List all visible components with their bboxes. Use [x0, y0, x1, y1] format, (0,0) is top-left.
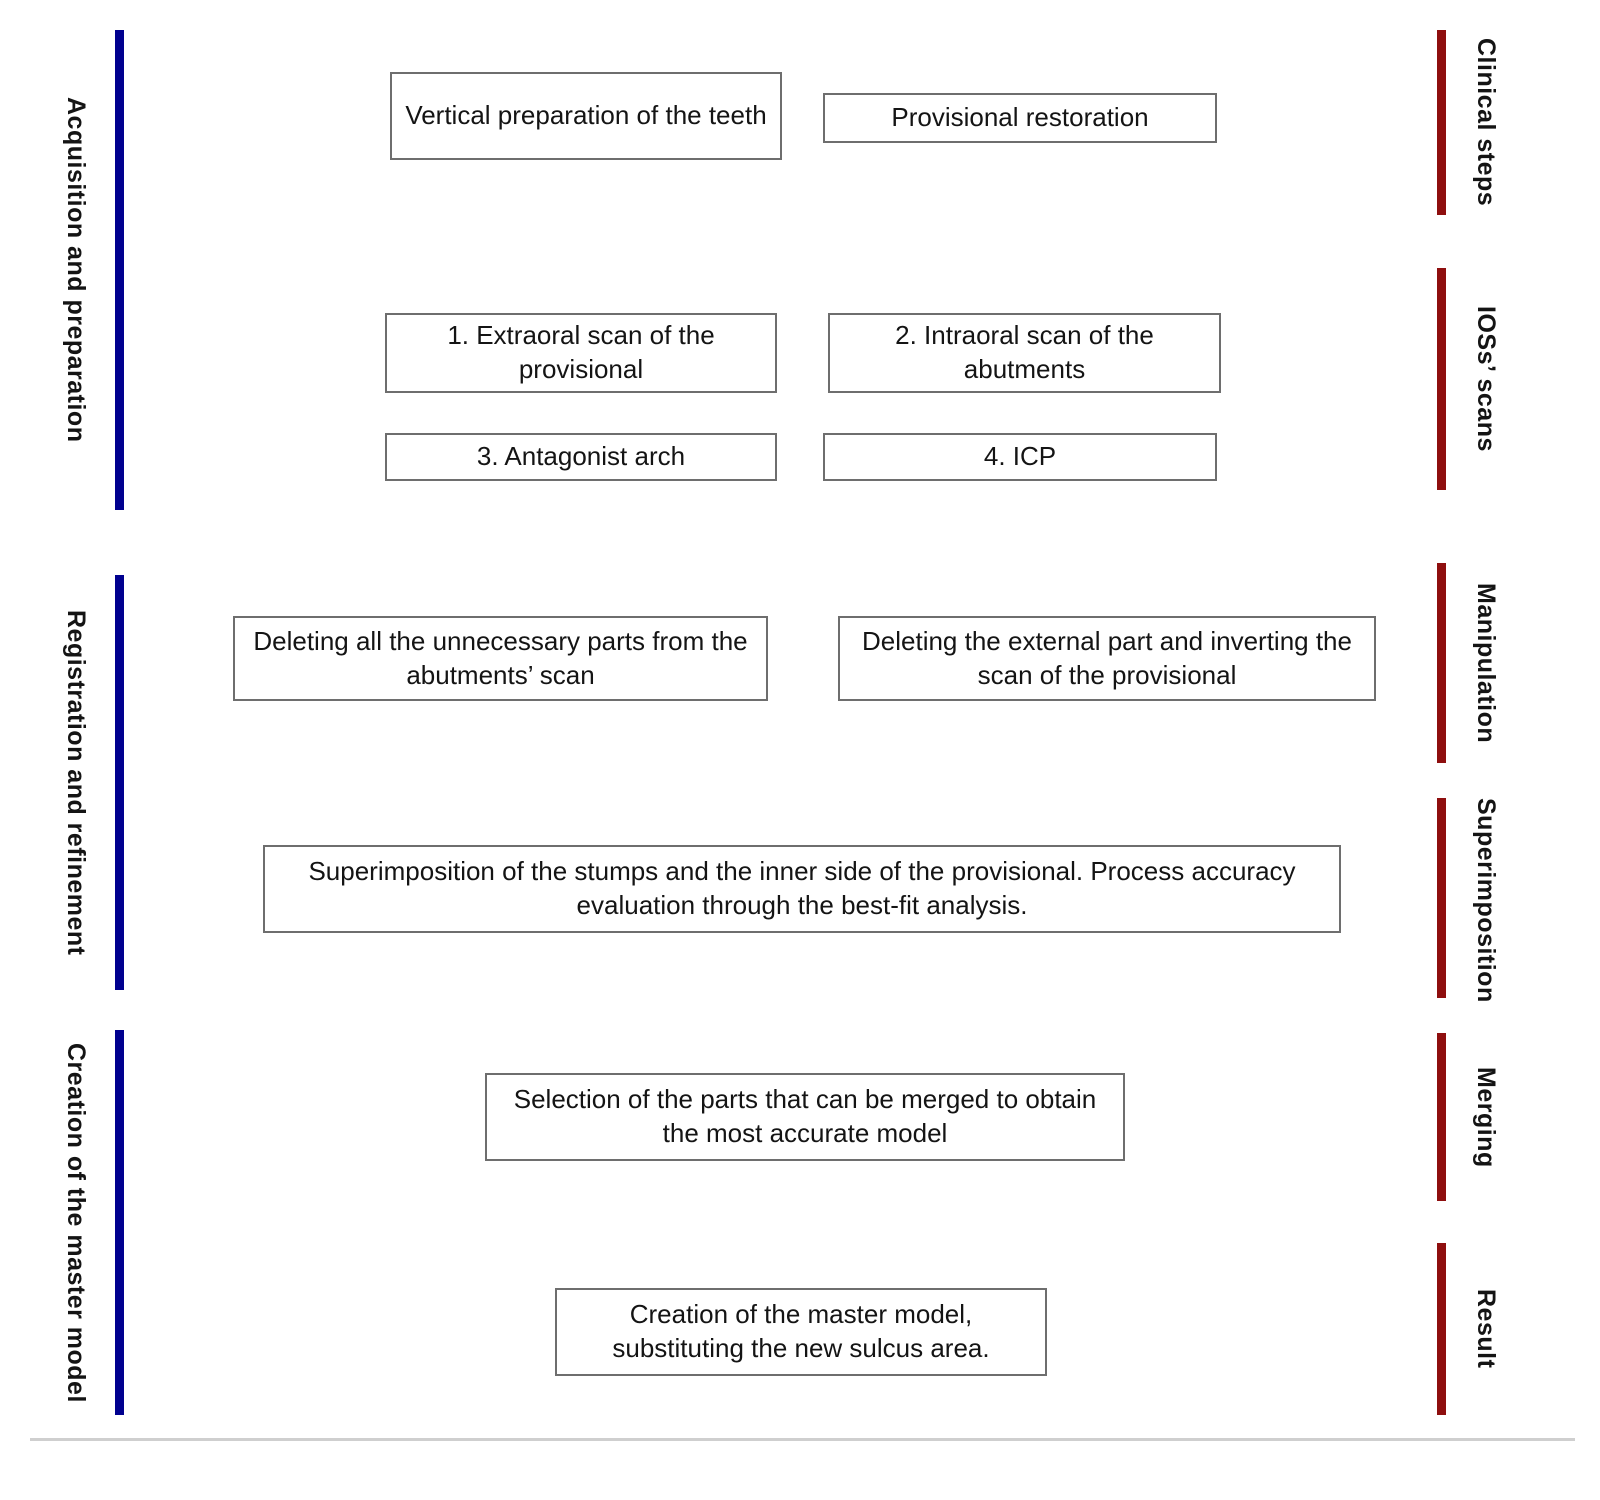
right-bar-result: [1437, 1243, 1446, 1415]
right-bar-superimposition: [1437, 798, 1446, 998]
box-icp: 4. ICP: [823, 433, 1217, 481]
right-bar-manipulation: [1437, 563, 1446, 763]
left-label-creation: Creation of the master model: [62, 1042, 90, 1403]
right-label-ios-scans: IOSs’ scans: [1472, 306, 1500, 452]
box-selection-merge: Selection of the parts that can be merged to obtain the most accurate model: [485, 1073, 1125, 1161]
box-vertical-preparation: Vertical preparation of the teeth: [390, 72, 782, 160]
box-antagonist-arch: 3. Antagonist arch: [385, 433, 777, 481]
left-label-registration: Registration and refinement: [62, 609, 90, 956]
right-bar-clinical-steps: [1437, 30, 1446, 215]
right-label-clinical-steps: Clinical steps: [1472, 38, 1500, 207]
bottom-divider: [30, 1438, 1575, 1441]
right-label-result: Result: [1472, 1289, 1500, 1369]
right-label-merging: Merging: [1472, 1066, 1500, 1168]
right-label-superimposition: Superimposition: [1472, 798, 1500, 1003]
right-bar-merging: [1437, 1033, 1446, 1201]
box-extraoral-scan: 1. Extraoral scan of the provisional: [385, 313, 777, 393]
right-bar-ios-scans: [1437, 268, 1446, 490]
box-intraoral-scan: 2. Intraoral scan of the abutments: [828, 313, 1221, 393]
box-delete-external: Deleting the external part and inverting the scan of the provisional: [838, 616, 1376, 701]
right-label-manipulation: Manipulation: [1472, 582, 1500, 744]
left-bar-registration: [115, 575, 124, 990]
box-superimposition: Superimposition of the stumps and the inner side of the provisional. Process accuracy evaluation through the best-fit analysis.: [263, 845, 1341, 933]
box-provisional-restoration: Provisional restoration: [823, 93, 1217, 143]
box-delete-unnecessary: Deleting all the unnecessary parts from the abutments’ scan: [233, 616, 768, 701]
left-label-acquisition: Acquisition and preparation: [62, 97, 90, 443]
left-bar-creation: [115, 1030, 124, 1415]
left-bar-acquisition: [115, 30, 124, 510]
box-master-model: Creation of the master model, substituting the new sulcus area.: [555, 1288, 1047, 1376]
